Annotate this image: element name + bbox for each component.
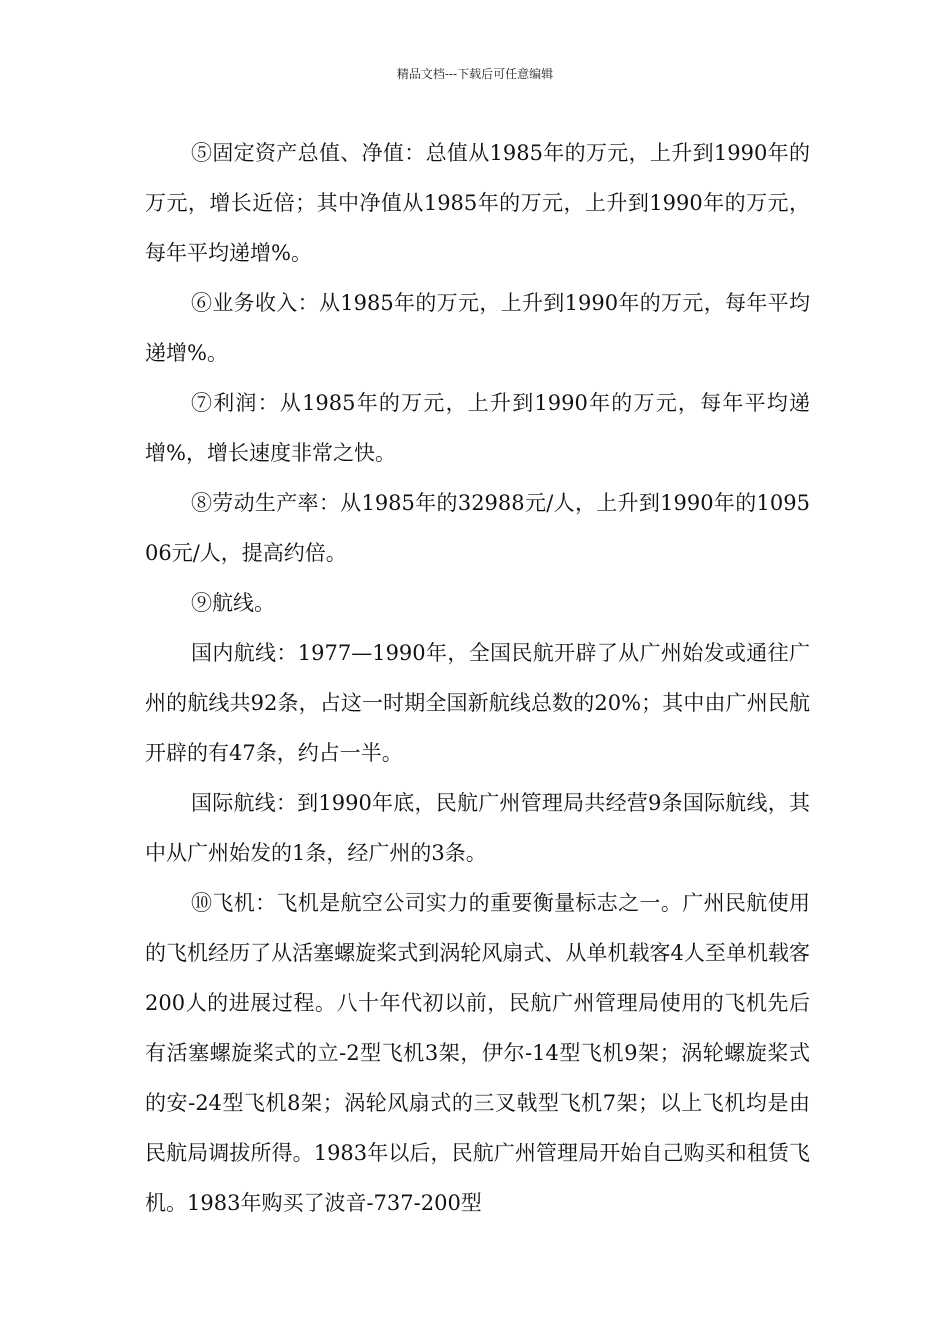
paragraph-domestic-routes: 国内航线：1977—1990年，全国民航开辟了从广州始发或通往广州的航线共92条，占这一时期全国新航线总数的20%；其中由广州民航开辟的有47条，约占一半。 <box>145 641 810 765</box>
document-body <box>145 128 810 1228</box>
paragraph-business-income: ⑥业务收入：从1985年的万元，上升到1990年的万元，每年平均递增%。 <box>145 291 810 365</box>
paragraph-labor-productivity: ⑧劳动生产率：从1985年的32988元/人，上升到1990年的109506元/人，提高约倍。 <box>145 491 810 565</box>
paragraph-profit: ⑦利润：从1985年的万元，上升到1990年的万元，每年平均递增%，增长速度非常之快。 <box>145 391 810 465</box>
paragraph-fixed-assets: ⑤固定资产总值、净值：总值从1985年的万元，上升到1990年的万元，增长近倍；其中净值从1985年的万元，上升到1990年的万元，每年平均递增%。 <box>145 141 810 265</box>
paragraph-international-routes: 国际航线：到1990年底，民航广州管理局共经营9条国际航线，其中从广州始发的1条，经广州的3条。 <box>145 791 810 865</box>
paragraph-routes-heading: ⑨航线。 <box>191 591 275 615</box>
page-header: 精品文档---下载后可任意编辑 <box>396 67 554 81</box>
paragraph-aircraft: ⑩飞机：飞机是航空公司实力的重要衡量标志之一。广州民航使用的飞机经历了从活塞螺旋桨式到涡轮风扇式、从单机载客4人至单机载客200人的进展过程。八十年代初以前，民航广州管理局使用的飞机先后有活塞螺旋桨式的立-2型飞机3架，伊尔-14型飞机9架；涡轮螺旋桨式的安-24型飞机8架；涡轮风扇式的三叉戟型飞机7架；以上飞机均是由民航局调拔所得。1983年以后，民航广州管理局开始自己购买和租赁飞机。1983年购买了波音-737-200型 <box>145 891 810 1215</box>
